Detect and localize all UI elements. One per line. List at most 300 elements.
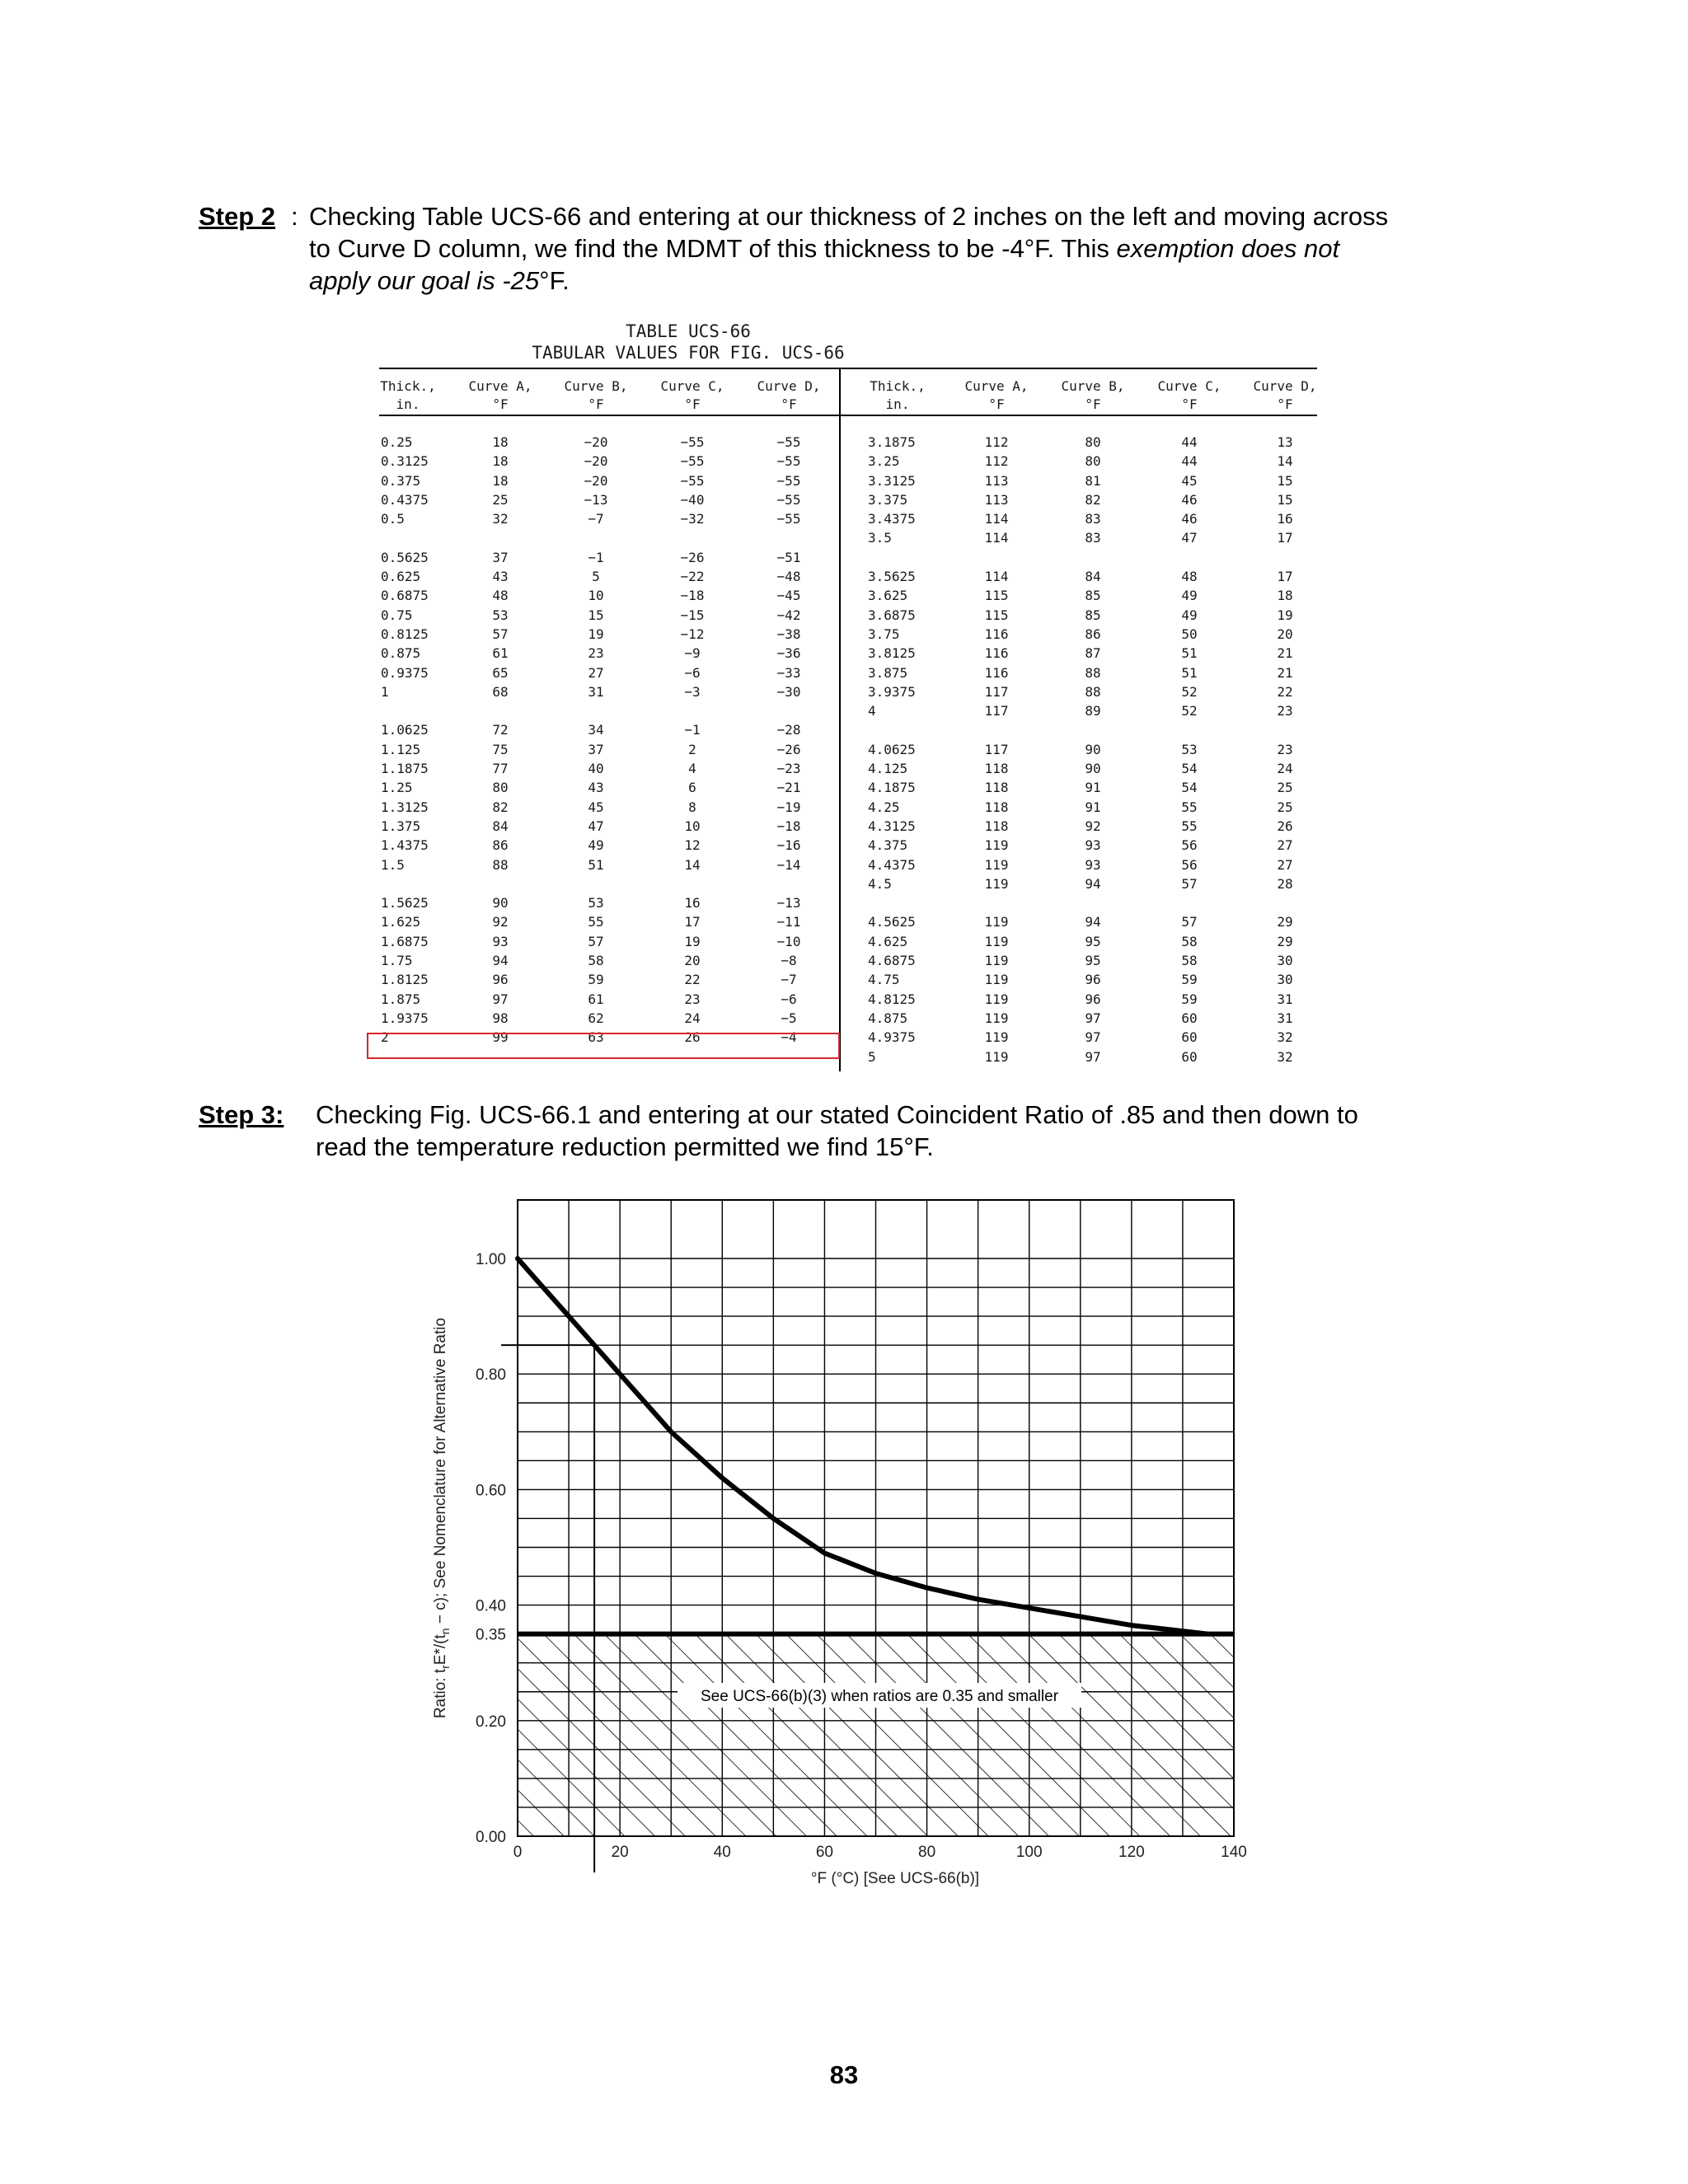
table-cell: −55 [680, 434, 705, 450]
table-cell: 1.875 [381, 991, 421, 1007]
table-cell: 57 [1181, 876, 1198, 892]
table-cell: 27 [588, 665, 604, 681]
table-cell: 81 [1085, 473, 1101, 489]
table-cell: 32 [1277, 1049, 1293, 1065]
table-cell: −28 [776, 722, 801, 738]
table-cell: 87 [1085, 645, 1101, 661]
y-axis-label-part: n [438, 1628, 452, 1635]
table-cell: −45 [776, 588, 801, 603]
table-cell: 3.4375 [868, 511, 916, 527]
table-cell: 68 [492, 684, 509, 700]
table-cell: 52 [1181, 684, 1198, 700]
table-cell: 4.5625 [868, 914, 916, 930]
table-cell: 27 [1277, 837, 1293, 853]
table-cell: 4.5 [868, 876, 892, 892]
table-cell: 49 [588, 837, 604, 853]
table-cell: 21 [1277, 665, 1293, 681]
table-cell: 1.0625 [381, 722, 429, 738]
table-cell: −55 [680, 473, 705, 489]
table-cell: 4.625 [868, 934, 908, 949]
table-cell: 57 [1181, 914, 1198, 930]
reduction-curve [518, 1258, 1208, 1634]
step-2-line-3-text: °F. [539, 266, 570, 295]
table-header-line: Curve C, [660, 378, 724, 394]
table-cell: 97 [1085, 1010, 1101, 1026]
table-cell: 23 [1277, 703, 1293, 719]
table-cell: 114 [984, 530, 1009, 546]
table-cell: 90 [492, 895, 509, 911]
table-cell: 4.8125 [868, 991, 916, 1007]
table-cell: 17 [1277, 530, 1293, 546]
table-cell: 21 [1277, 645, 1293, 661]
table-header-line: Thick., [380, 378, 436, 394]
table-cell: 115 [984, 607, 1009, 623]
table-cell: 116 [984, 645, 1009, 661]
chart-note: See UCS-66(b)(3) when ratios are 0.35 and smaller [700, 1688, 1059, 1705]
table-cell: 0.75 [381, 607, 413, 623]
table-cell: 96 [1085, 991, 1101, 1007]
table-cell: 118 [984, 799, 1009, 815]
table-cell: −30 [776, 684, 801, 700]
table-cell: 15 [588, 607, 604, 623]
table-cell: 115 [984, 588, 1009, 603]
table-cell: 59 [588, 972, 604, 987]
table-cell: 15 [1277, 473, 1293, 489]
table-cell: 10 [684, 818, 701, 834]
table-cell: 6 [688, 780, 696, 795]
table-cell: 85 [1085, 607, 1101, 623]
table-cell: 2 [688, 742, 696, 757]
table-cell: 57 [492, 626, 509, 642]
table-cell: 30 [1277, 972, 1293, 987]
table-cell: 0.6875 [381, 588, 429, 603]
table-cell: 83 [1085, 511, 1101, 527]
table-cell: 3.1875 [868, 434, 916, 450]
table-cell: 91 [1085, 799, 1101, 815]
table-cell: 29 [1277, 914, 1293, 930]
x-tick-label: 80 [918, 1844, 936, 1861]
table-cell: −9 [684, 645, 701, 661]
table-cell: 34 [588, 722, 604, 738]
table-cell: 0.8125 [381, 626, 429, 642]
table-cell: 3.875 [868, 665, 908, 681]
table-cell: −20 [584, 453, 608, 469]
step-3-line-2: read the temperature reduction permitted we find 15°F. [316, 1132, 934, 1161]
table-cell: 18 [492, 453, 509, 469]
table-cell: 61 [492, 645, 509, 661]
table-cell: 23 [684, 991, 701, 1007]
table-cell: 0.5625 [381, 550, 429, 565]
table-cell: 32 [492, 511, 509, 527]
table-cell: 119 [984, 991, 1009, 1007]
table-cell: −55 [776, 511, 801, 527]
table-cell: 60 [1181, 1049, 1198, 1065]
table-cell: 119 [984, 857, 1009, 873]
table-title: TABLE UCS-66 [626, 321, 751, 341]
table-cell: 2 [381, 1029, 389, 1045]
table-cell: 50 [1181, 626, 1198, 642]
table-cell: 117 [984, 742, 1009, 757]
table-header-line: Curve C, [1157, 378, 1221, 394]
table-cell: 95 [1085, 953, 1101, 968]
table-header-line: Curve D, [757, 378, 821, 394]
table-cell: 1.5 [381, 857, 405, 873]
table-cell: 57 [588, 934, 604, 949]
table-cell: 98 [492, 1010, 509, 1026]
table-cell: 82 [492, 799, 509, 815]
table-cell: 45 [1181, 473, 1198, 489]
table-header-unit: °F [588, 396, 604, 412]
table-cell: 8 [688, 799, 696, 815]
table-cell: 4.3125 [868, 818, 916, 834]
table-cell: −8 [781, 953, 797, 968]
table-cell: −33 [776, 665, 801, 681]
y-tick-label: 1.00 [476, 1251, 506, 1268]
table-cell: 5 [868, 1049, 876, 1065]
table-cell: 112 [984, 434, 1009, 450]
table-cell: 117 [984, 703, 1009, 719]
table-header-line: Thick., [870, 378, 926, 394]
table-cell: 89 [1085, 703, 1101, 719]
table-cell: 1.75 [381, 953, 413, 968]
step-2-label: Step 2 [199, 202, 276, 231]
table-cell: 55 [1181, 799, 1198, 815]
table-cell: 27 [1277, 857, 1293, 873]
table-cell: −36 [776, 645, 801, 661]
table-cell: 86 [492, 837, 509, 853]
table-cell: −55 [776, 492, 801, 508]
table-cell: 20 [1277, 626, 1293, 642]
table-cell: 56 [1181, 857, 1198, 873]
table-cell: 3.25 [868, 453, 900, 469]
table-cell: −22 [680, 569, 705, 584]
table-subtitle: TABULAR VALUES FOR FIG. UCS-66 [532, 343, 845, 363]
table-cell: 23 [1277, 742, 1293, 757]
table-cell: 51 [1181, 645, 1198, 661]
table-cell: 3.625 [868, 588, 908, 603]
page-number: 83 [829, 2060, 859, 2089]
table-cell: 92 [492, 914, 509, 930]
table-cell: −10 [776, 934, 801, 949]
table-cell: 56 [1181, 837, 1198, 853]
table-cell: 43 [492, 569, 509, 584]
table-cell: 13 [1277, 434, 1293, 450]
table-cell: 52 [1181, 703, 1198, 719]
table-cell: 19 [1277, 607, 1293, 623]
table-cell: 97 [1085, 1049, 1101, 1065]
table-cell: 18 [1277, 588, 1293, 603]
table-cell: 17 [1277, 569, 1293, 584]
table-cell: −5 [781, 1010, 797, 1026]
table-cell: −20 [584, 434, 608, 450]
table-header-unit: °F [988, 396, 1005, 412]
table-cell: 14 [684, 857, 701, 873]
table-header-line: Curve A, [468, 378, 532, 394]
x-tick-label: 0 [513, 1844, 523, 1861]
table-header-line: Curve B, [564, 378, 628, 394]
table-cell: −55 [680, 453, 705, 469]
table-cell: 60 [1181, 1010, 1198, 1026]
table-cell: −11 [776, 914, 801, 930]
table-cell: 59 [1181, 991, 1198, 1007]
table-cell: −1 [588, 550, 604, 565]
table-cell: 47 [1181, 530, 1198, 546]
table-header-unit: °F [1277, 396, 1293, 412]
table-cell: 28 [1277, 876, 1293, 892]
table-cell: 61 [588, 991, 604, 1007]
table-cell: 94 [492, 953, 509, 968]
table-cell: −6 [781, 991, 797, 1007]
table-cell: 55 [1181, 818, 1198, 834]
table-cell: 4.875 [868, 1010, 908, 1026]
table-cell: 53 [492, 607, 509, 623]
y-tick-label: 0.40 [476, 1597, 506, 1615]
y-axis-label-part: r [438, 1665, 452, 1669]
table-cell: 55 [588, 914, 604, 930]
table-header-unit: °F [781, 396, 797, 412]
table-cell: 25 [1277, 799, 1293, 815]
table-cell: 63 [588, 1029, 604, 1045]
table-cell: 99 [492, 1029, 509, 1045]
table-cell: −26 [680, 550, 705, 565]
table-cell: 1.25 [381, 780, 413, 795]
table-cell: 116 [984, 626, 1009, 642]
y-axis-label [432, 1318, 452, 1718]
table-cell: 117 [984, 684, 1009, 700]
table-cell: 48 [1181, 569, 1198, 584]
table-cell: 54 [1181, 761, 1198, 776]
x-tick-label: 140 [1221, 1844, 1247, 1861]
table-cell: −48 [776, 569, 801, 584]
table-cell: 49 [1181, 588, 1198, 603]
table-cell: 1 [381, 684, 389, 700]
table-cell: −23 [776, 761, 801, 776]
table-cell: 88 [1085, 665, 1101, 681]
table-cell: −21 [776, 780, 801, 795]
table-cell: 83 [1085, 530, 1101, 546]
table-cell: 3.6875 [868, 607, 916, 623]
table-cell: 16 [684, 895, 701, 911]
table-cell: 3.9375 [868, 684, 916, 700]
step-2-line-2-emphasis: exemption does not [1116, 234, 1340, 263]
table-cell: 96 [492, 972, 509, 987]
y-tick-label: 0.80 [476, 1366, 506, 1385]
table-cell: 47 [588, 818, 604, 834]
table-cell: 119 [984, 1029, 1009, 1045]
table-cell: 1.1875 [381, 761, 429, 776]
table-cell: 119 [984, 1010, 1009, 1026]
step-3-line-1: Checking Fig. UCS-66.1 and entering at our stated Coincident Ratio of .85 and then down to [316, 1100, 1358, 1129]
table-cell: 96 [1085, 972, 1101, 987]
y-tick-label: 0.20 [476, 1713, 506, 1731]
table-cell: 37 [588, 742, 604, 757]
table-cell: 31 [1277, 1010, 1293, 1026]
table-cell: 0.3125 [381, 453, 429, 469]
table-cell: 54 [1181, 780, 1198, 795]
table-cell: 60 [1181, 1029, 1198, 1045]
table-cell: 80 [492, 780, 509, 795]
table-cell: 48 [492, 588, 509, 603]
table-cell: −13 [776, 895, 801, 911]
table-cell: 4.6875 [868, 953, 916, 968]
table-cell: 94 [1085, 914, 1101, 930]
table-cell: 4.1875 [868, 780, 916, 795]
table-header-unit: °F [492, 396, 509, 412]
table-cell: 1.375 [381, 818, 421, 834]
table-cell: 116 [984, 665, 1009, 681]
table-cell: −14 [776, 857, 801, 873]
table-cell: 3.75 [868, 626, 900, 642]
table-cell: 4.4375 [868, 857, 916, 873]
table-cell: 3.5 [868, 530, 892, 546]
table-cell: 91 [1085, 780, 1101, 795]
table-cell: 88 [492, 857, 509, 873]
table-cell: 1.4375 [381, 837, 429, 853]
table-cell: 93 [1085, 857, 1101, 873]
table-cell: 119 [984, 934, 1009, 949]
table-cell: 3.375 [868, 492, 908, 508]
table-cell: 24 [684, 1010, 701, 1026]
table-cell: −42 [776, 607, 801, 623]
table-cell: 4.0625 [868, 742, 916, 757]
table-cell: 59 [1181, 972, 1198, 987]
table-cell: 62 [588, 1010, 604, 1026]
table-cell: −15 [680, 607, 705, 623]
x-tick-label: 100 [1015, 1844, 1043, 1861]
table-cell: 93 [1085, 837, 1101, 853]
table-cell: 85 [1085, 588, 1101, 603]
table-header-unit: °F [684, 396, 701, 412]
table-cell: 90 [1085, 761, 1101, 776]
table-cell: 17 [684, 914, 701, 930]
table-cell: 51 [1181, 665, 1198, 681]
table-cell: 53 [588, 895, 604, 911]
table-cell: −7 [781, 972, 797, 987]
table-cell: −32 [680, 511, 705, 527]
table-cell: 1.3125 [381, 799, 429, 815]
table-cell: 97 [1085, 1029, 1101, 1045]
table-cell: 25 [1277, 780, 1293, 795]
table-cell: 1.625 [381, 914, 421, 930]
table-cell: 90 [1085, 742, 1101, 757]
x-tick-label: 120 [1118, 1844, 1145, 1861]
table-cell: 18 [492, 434, 509, 450]
table-cell: 1.8125 [381, 972, 429, 987]
table-cell: −4 [781, 1029, 797, 1045]
table-cell: 4 [868, 703, 876, 719]
table-cell: 18 [492, 473, 509, 489]
table-cell: −26 [776, 742, 801, 757]
table-cell: −1 [684, 722, 701, 738]
table-cell: 16 [1277, 511, 1293, 527]
table-header-line: Curve D, [1253, 378, 1317, 394]
table-cell: 58 [588, 953, 604, 968]
table-cell: 0.4375 [381, 492, 429, 508]
table-cell: 93 [492, 934, 509, 949]
table-cell: 119 [984, 972, 1009, 987]
table-cell: 75 [492, 742, 509, 757]
table-cell: −7 [588, 511, 604, 527]
table-cell: 26 [684, 1029, 701, 1045]
table-cell: 26 [1277, 818, 1293, 834]
table-cell: 1.5625 [381, 895, 429, 911]
table-cell: 119 [984, 953, 1009, 968]
table-cell: 97 [492, 991, 509, 1007]
table-cell: −12 [680, 626, 705, 642]
table-cell: 15 [1277, 492, 1293, 508]
table-cell: 1.6875 [381, 934, 429, 949]
table-cell: −20 [584, 473, 608, 489]
table-cell: 84 [492, 818, 509, 834]
table-cell: 92 [1085, 818, 1101, 834]
table-cell: −55 [776, 453, 801, 469]
table-cell: 58 [1181, 953, 1198, 968]
table-cell: −19 [776, 799, 801, 815]
table-cell: 114 [984, 569, 1009, 584]
table-cell: 4.25 [868, 799, 900, 815]
table-cell: 118 [984, 761, 1009, 776]
table-cell: 77 [492, 761, 509, 776]
table-cell: 20 [684, 953, 701, 968]
table-cell: 72 [492, 722, 509, 738]
table-cell: 119 [984, 914, 1009, 930]
table-cell: 46 [1181, 492, 1198, 508]
table-cell: −55 [776, 473, 801, 489]
table-cell: −13 [584, 492, 608, 508]
table-cell: 118 [984, 818, 1009, 834]
table-cell: 119 [984, 876, 1009, 892]
table-cell: 58 [1181, 934, 1198, 949]
table-cell: 119 [984, 837, 1009, 853]
table-cell: 49 [1181, 607, 1198, 623]
y-axis-label-part: Ratio: t [432, 1668, 449, 1719]
y-axis-label-part: − c); See Nomenclature for Alternative Ratio [432, 1317, 449, 1629]
table-header-line: Curve B, [1061, 378, 1125, 394]
table-cell: 94 [1085, 876, 1101, 892]
table-cell: 113 [984, 473, 1009, 489]
table-cell: 4 [688, 761, 696, 776]
y-axis-label-part: E*/(t [432, 1634, 449, 1666]
table-cell: 44 [1181, 453, 1198, 469]
y-tick-label: 0.60 [476, 1482, 506, 1500]
table-cell: −3 [684, 684, 701, 700]
table-cell: 31 [588, 684, 604, 700]
table-cell: −51 [776, 550, 801, 565]
table-cell: 30 [1277, 953, 1293, 968]
table-cell: −18 [776, 818, 801, 834]
table-cell: 114 [984, 511, 1009, 527]
table-cell: 23 [588, 645, 604, 661]
table-cell: 31 [1277, 991, 1293, 1007]
table-cell: 44 [1181, 434, 1198, 450]
table-cell: 82 [1085, 492, 1101, 508]
table-cell: 86 [1085, 626, 1101, 642]
table-cell: 45 [588, 799, 604, 815]
table-cell: 0.875 [381, 645, 421, 661]
step-3-label: Step 3: [199, 1100, 284, 1129]
x-axis-label: °F (°C) [See UCS-66(b)] [810, 1870, 980, 1887]
step-2-line-2-text: to Curve D column, we find the MDMT of this thickness to be -4°F. This [309, 234, 1117, 263]
table-cell: 10 [588, 588, 604, 603]
table-cell: 53 [1181, 742, 1198, 757]
table-header-unit: in. [396, 396, 420, 412]
y-tick-label: 0.35 [476, 1626, 506, 1644]
table-cell: 80 [1085, 453, 1101, 469]
table-cell: 0.5 [381, 511, 405, 527]
table-cell: 65 [492, 665, 509, 681]
table-cell: 3.8125 [868, 645, 916, 661]
table-cell: 19 [588, 626, 604, 642]
